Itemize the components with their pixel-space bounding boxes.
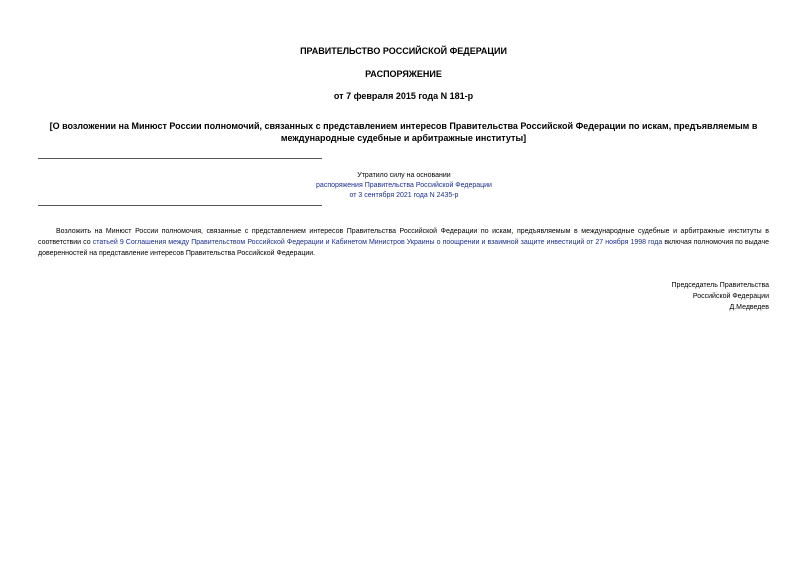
body-text-part1: Возложить на Минюст России полномочия, связанные с представлением интересов Правительства Российской Федерации по искам, предъявляемым в международные судебные и арбитражные институты в соответствии со — [38, 228, 769, 246]
body-text-part2: включая полномочия по выдаче доверенностей на представление интересов Правительства Российской Федерации. — [38, 239, 769, 257]
divider-top — [38, 158, 322, 159]
signature-position: Председатель Правительства — [671, 282, 769, 289]
document-title: [О возложении на Минюст России полномочий, связанных с представлением интересов Правительства Российской Федерации по искам, предъявляемым в международные судебные и арбитражные институты] — [49, 121, 758, 143]
signature-country: Российской Федерации — [692, 293, 769, 300]
divider-bottom — [38, 205, 322, 206]
repeal-link-line1[interactable]: распоряжения Правительства Российской Федерации — [316, 182, 492, 189]
document-kind-heading: РАСПОРЯЖЕНИЕ — [365, 69, 442, 79]
document-date-number: от 7 февраля 2015 года N 181-р — [333, 91, 474, 101]
status-line: Утратило силу на основании — [357, 172, 451, 179]
signature-name: Д.Медведев — [729, 304, 769, 311]
government-heading: ПРАВИТЕЛЬСТВО РОССИЙСКОЙ ФЕДЕРАЦИИ — [300, 46, 507, 56]
body-paragraph — [38, 226, 769, 259]
signature-block — [672, 280, 769, 313]
agreement-article-link[interactable]: статьей 9 Соглашения между Правительством Российской Федерации и Кабинетом Министров Украины о поощрении и взаимной защите инвестиций от 27 ноября 1998 года — [92, 239, 663, 246]
repeal-link-line2[interactable]: от 3 сентября 2021 года N 2435-р — [349, 192, 459, 199]
status-note — [300, 171, 508, 201]
